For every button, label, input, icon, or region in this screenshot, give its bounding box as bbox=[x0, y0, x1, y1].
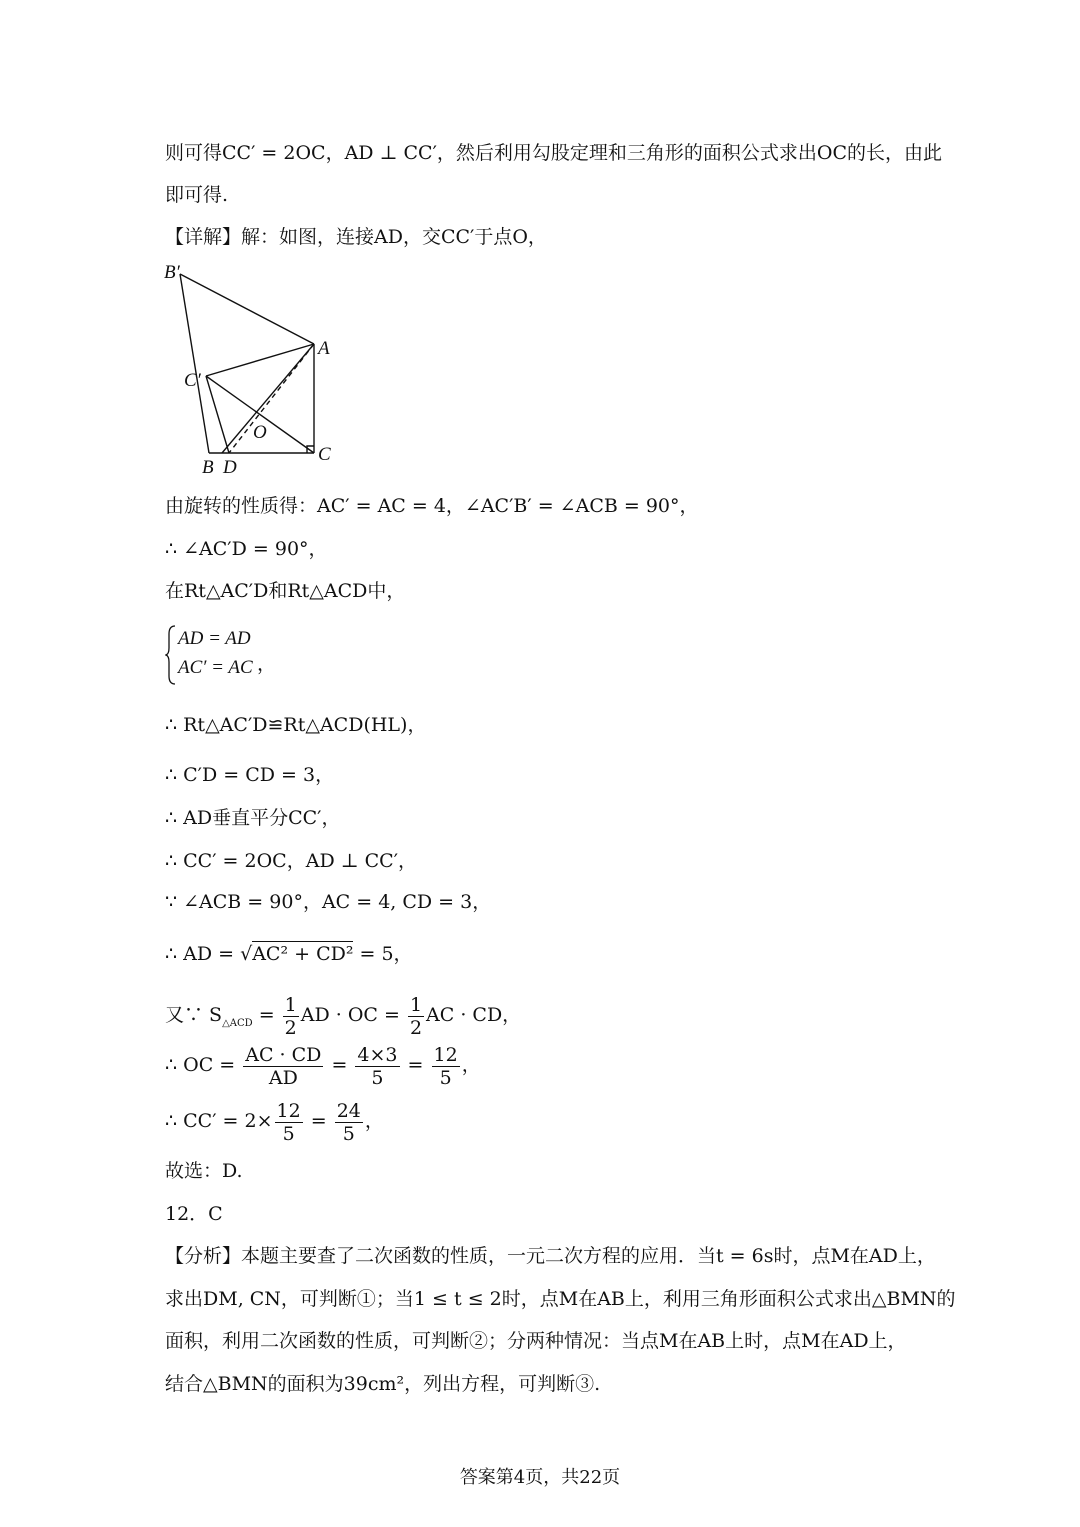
sqrt-sign: √ bbox=[240, 943, 253, 965]
text-line-2: 即可得. bbox=[165, 184, 229, 206]
text-line-11: ∴ CC′ = 2OC，AD ⊥ CC′， bbox=[165, 850, 418, 872]
text-line-4: 由旋转的性质得：AC′ = AC = 4，∠AC′B′ = ∠ACB = 90°， bbox=[165, 495, 699, 517]
text-line-8: ∴ Rt△AC′D≌Rt△ACD(HL)， bbox=[165, 714, 427, 736]
text-line-5: ∴ ∠AC′D = 90°， bbox=[165, 538, 328, 560]
eq15-eq2: = bbox=[401, 1054, 430, 1076]
text-line-14 bbox=[165, 992, 521, 1047]
geometry-diagram bbox=[160, 258, 360, 483]
eq16-prefix: ∴ CC′ = 2× bbox=[165, 1110, 273, 1132]
eq14-mid: AD · OC = bbox=[300, 1004, 406, 1026]
text-line-12: ∵ ∠ACB = 90°，AC = 4, CD = 3， bbox=[165, 891, 492, 913]
sqrt-content: AC² + CD² bbox=[252, 943, 354, 965]
label-D: D bbox=[223, 457, 237, 478]
segment-AB bbox=[222, 344, 314, 453]
text-line-17: 故选：D. bbox=[165, 1160, 243, 1182]
eq15-prefix: ∴ OC = bbox=[165, 1054, 242, 1076]
text-line-18: 12．C bbox=[165, 1203, 223, 1225]
text-line-1: 则可得CC′ = 2OC，AD ⊥ CC′，然后利用勾股定理和三角形的面积公式求出OC的长，由此 bbox=[165, 142, 942, 164]
label-A: A bbox=[318, 338, 330, 359]
segment-BpB bbox=[180, 274, 209, 453]
fraction-cc-2: $\frac{24}{5}$ bbox=[336, 1099, 361, 1145]
segment-BpA bbox=[180, 274, 314, 344]
text-line-19: 【分析】本题主要查了二次函数的性质，一元二次方程的应用．当t = 6s时，点M在AD上， bbox=[165, 1245, 936, 1267]
text-line-13 bbox=[165, 941, 413, 967]
text-line-15 bbox=[165, 1042, 481, 1089]
eq15-end: ， bbox=[461, 1054, 481, 1076]
system-eq-2: AC′ = AC bbox=[178, 657, 253, 678]
text-line-9: ∴ C′D = CD = 3， bbox=[165, 764, 335, 786]
label-Cp: C′ bbox=[184, 370, 201, 391]
fraction-oc-2: $\frac{4\times 3}{5}$ bbox=[357, 1043, 398, 1089]
fraction-cc-1: $\frac{12}{5}$ bbox=[276, 1099, 301, 1145]
fraction-oc-1: $\frac{AC \cdot CD}{AD}$ bbox=[245, 1043, 322, 1089]
label-B: B bbox=[202, 457, 214, 478]
system-eq-1: AD = AD bbox=[178, 628, 251, 649]
text-line-3: 【详解】解：如图，连接AD，交CC′于点O， bbox=[165, 226, 547, 248]
eq16-end: ， bbox=[364, 1110, 384, 1132]
fraction-half-1: $\frac{1}{2}$ bbox=[284, 993, 297, 1039]
fraction-oc-3: $\frac{12}{5}$ bbox=[433, 1043, 458, 1089]
segment-AD-dashed bbox=[229, 344, 314, 453]
text-line-16 bbox=[165, 1098, 384, 1145]
eq14-eq: = bbox=[252, 1004, 281, 1026]
text-line-22: 结合△BMN的面积为39cm²，列出方程，可判断③. bbox=[165, 1373, 601, 1395]
segment-CpD bbox=[206, 376, 229, 453]
eq16-eq: = bbox=[304, 1110, 333, 1132]
eq13-suffix: = 5， bbox=[353, 943, 413, 965]
fraction-half-2: $\frac{1}{2}$ bbox=[409, 993, 423, 1039]
eq15-eq1: = bbox=[325, 1054, 354, 1076]
text-line-10: ∴ AD垂直平分CC′， bbox=[165, 807, 341, 829]
text-line-21: 面积，利用二次函数的性质，可判断②；分两种情况：当点M在AB上时，点M在AD上， bbox=[165, 1330, 907, 1352]
text-line-6: 在Rt△AC′D和Rt△ACD中， bbox=[165, 580, 406, 602]
system-comma: ， bbox=[257, 653, 277, 675]
eq14-prefix: 又∵ S bbox=[165, 1004, 223, 1026]
label-C: C bbox=[318, 444, 331, 465]
eq13-prefix: ∴ AD = bbox=[165, 943, 241, 965]
label-Bp: B′ bbox=[164, 262, 180, 283]
label-O: O bbox=[253, 422, 267, 443]
eq14-sub: △ACD bbox=[222, 1017, 253, 1029]
page-footer: 答案第4页，共22页 bbox=[459, 1467, 621, 1488]
segment-CpA bbox=[206, 344, 314, 376]
left-brace bbox=[165, 624, 177, 686]
text-line-20: 求出DM, CN，可判断①；当1 ≤ t ≤ 2时，点M在AB上，利用三角形面积公式求出△BMN的 bbox=[165, 1288, 956, 1310]
eq14-end: AC · CD， bbox=[426, 1004, 522, 1026]
